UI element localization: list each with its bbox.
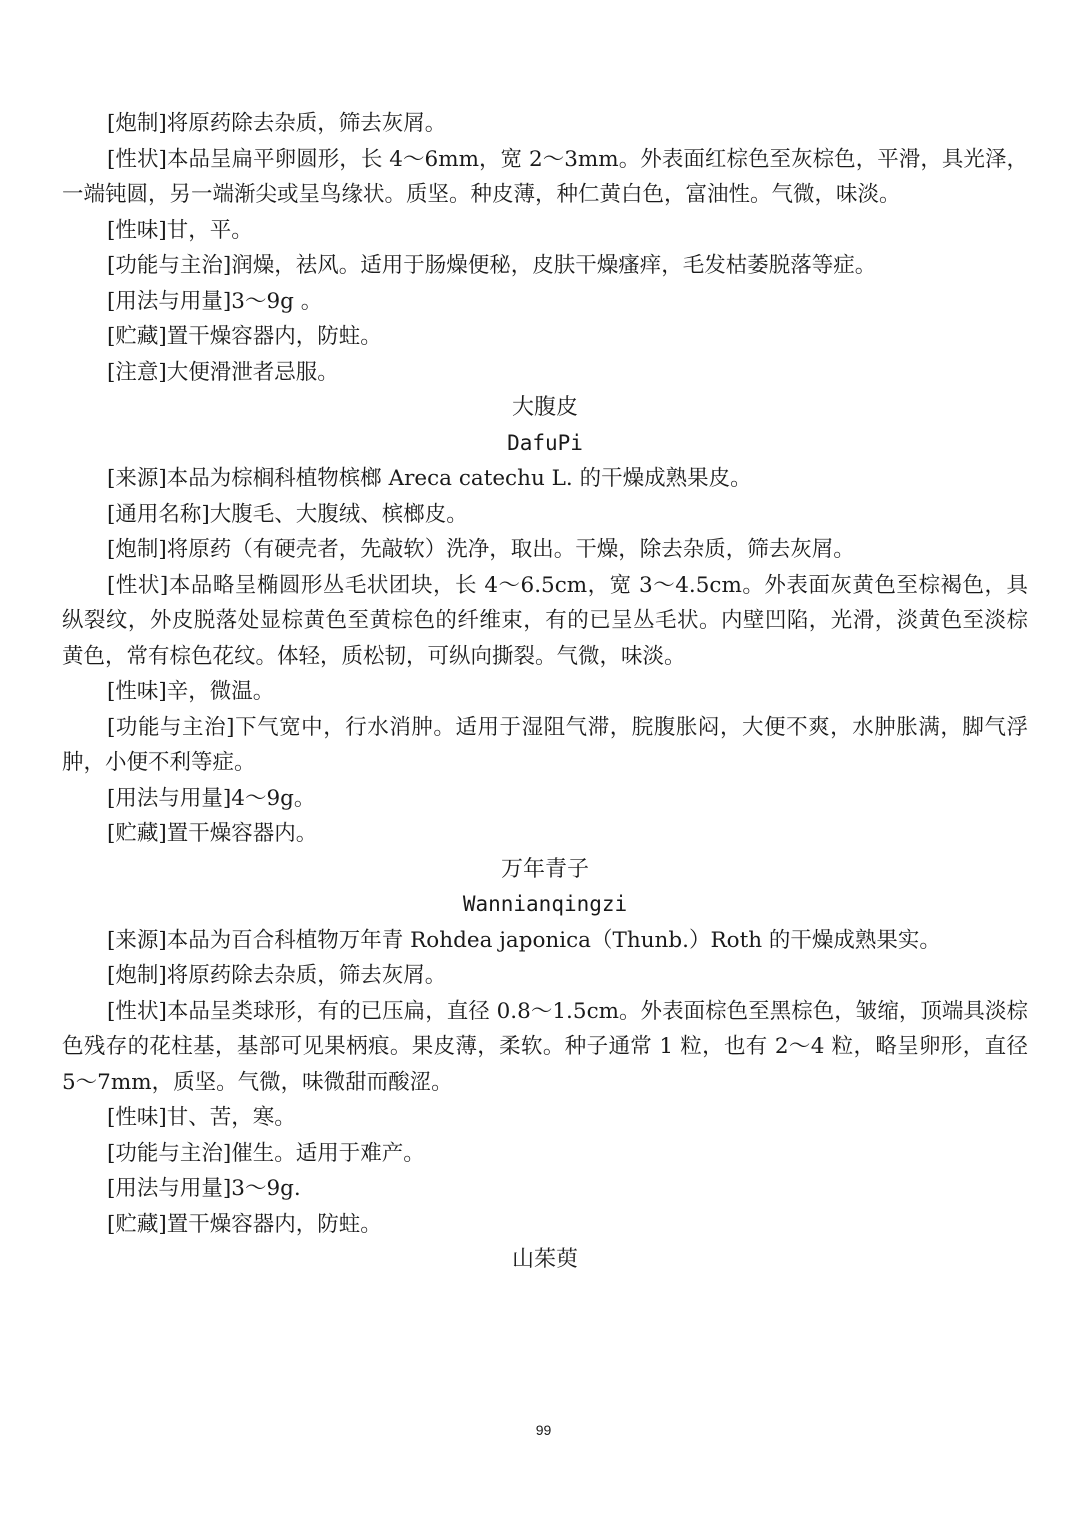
paragraph-functions: [功能与主治]下气宽中，行水消肿。适用于湿阻气滞，脘腹胀闷，大便不爽，水肿胀满，脚气浮肿，小便不利等症。 bbox=[62, 714, 1028, 775]
paragraph-processing: [炮制]将原药除去杂质，筛去灰屑。 bbox=[107, 963, 447, 988]
entry-pinyin: Wannianqingzi bbox=[462, 892, 628, 916]
paragraph-nature-flavor: [性味]甘，平。 bbox=[107, 217, 253, 243]
paragraph-functions: [功能与主治]催生。适用于难产。 bbox=[107, 1140, 425, 1166]
paragraph-dosage: [用法与用量]3～9g 。 bbox=[107, 288, 323, 314]
entry-title: 山茱萸 bbox=[511, 1247, 578, 1272]
paragraph-storage: [贮藏]置干燥容器内，防蛀。 bbox=[107, 324, 382, 349]
page-content bbox=[62, 106, 1035, 1278]
entry-wannianqingzi bbox=[62, 852, 1035, 1243]
paragraph-dosage: [用法与用量]4～9g。 bbox=[107, 785, 316, 811]
entry-continued bbox=[62, 106, 1028, 390]
paragraph-source: [来源]本品为棕榈科植物槟榔 Areca catechu L. 的干燥成熟果皮。 bbox=[107, 466, 752, 491]
entry-pinyin: DafuPi bbox=[507, 430, 583, 455]
paragraph-description: [性状]本品呈类球形，有的已压扁，直径 0.8～1.5cm。外表面棕色至黑棕色，皱缩，顶端具淡棕色残存的花柱基，基部可见果柄痕。果皮薄，柔软。种子通常 1 粒，也有 2～4 粒，略呈卵形，直径 5～7mm，质坚。气微，味微甜而酸涩。 bbox=[62, 998, 1035, 1095]
paragraph-common-names: [通用名称]大腹毛、大腹绒、槟榔皮。 bbox=[107, 501, 468, 527]
paragraph-description: [性状]本品呈扁平卵圆形，长 4～6mm，宽 2～3mm。外表面红棕色至灰棕色，平滑，具光泽，一端钝圆，另一端渐尖或呈鸟缘状。质坚。种皮薄，种仁黄白色，富油性。气微，味淡。 bbox=[62, 146, 1028, 207]
paragraph-storage: [贮藏]置干燥容器内。 bbox=[107, 821, 318, 846]
paragraph-functions: [功能与主治]润燥，祛风。适用于肠燥便秘，皮肤干燥瘙痒，毛发枯萎脱落等症。 bbox=[107, 253, 877, 278]
entry-title: 万年青子 bbox=[500, 856, 589, 882]
entry-dafupi bbox=[62, 390, 1028, 852]
paragraph-processing: [炮制]将原药除去杂质，筛去灰屑。 bbox=[107, 111, 447, 136]
paragraph-description: [性状]本品略呈椭圆形丛毛状团块，长 4～6.5cm，宽 3～4.5cm。外表面灰黄色至棕褐色，具纵裂纹，外皮脱落处显棕黄色至黄棕色的纤维束，有的已呈丛毛状。内壁凹陷，光滑，淡黄色至淡棕黄色，常有棕色花纹。体轻，质松韧，可纵向撕裂。气微，味淡。 bbox=[62, 572, 1028, 669]
paragraph-caution: [注意]大便滑泄者忌服。 bbox=[107, 359, 339, 385]
paragraph-dosage: [用法与用量]3～9g. bbox=[107, 1176, 301, 1201]
entry-shanzhuyu bbox=[62, 1242, 1028, 1278]
paragraph-nature-flavor: [性味]甘、苦，寒。 bbox=[107, 1105, 296, 1130]
entry-title: 大腹皮 bbox=[511, 395, 578, 420]
paragraph-storage: [贮藏]置干燥容器内，防蛀。 bbox=[107, 1211, 382, 1237]
paragraph-source: [来源]本品为百合科植物万年青 Rohdea japonica（Thunb.）Roth 的干燥成熟果实。 bbox=[107, 927, 941, 953]
page-number: 99 bbox=[535, 1422, 552, 1438]
paragraph-processing: [炮制]将原药（有硬壳者，先敲软）洗净，取出。干燥，除去杂质，筛去灰屑。 bbox=[107, 537, 855, 562]
paragraph-nature-flavor: [性味]辛，微温。 bbox=[107, 679, 275, 704]
